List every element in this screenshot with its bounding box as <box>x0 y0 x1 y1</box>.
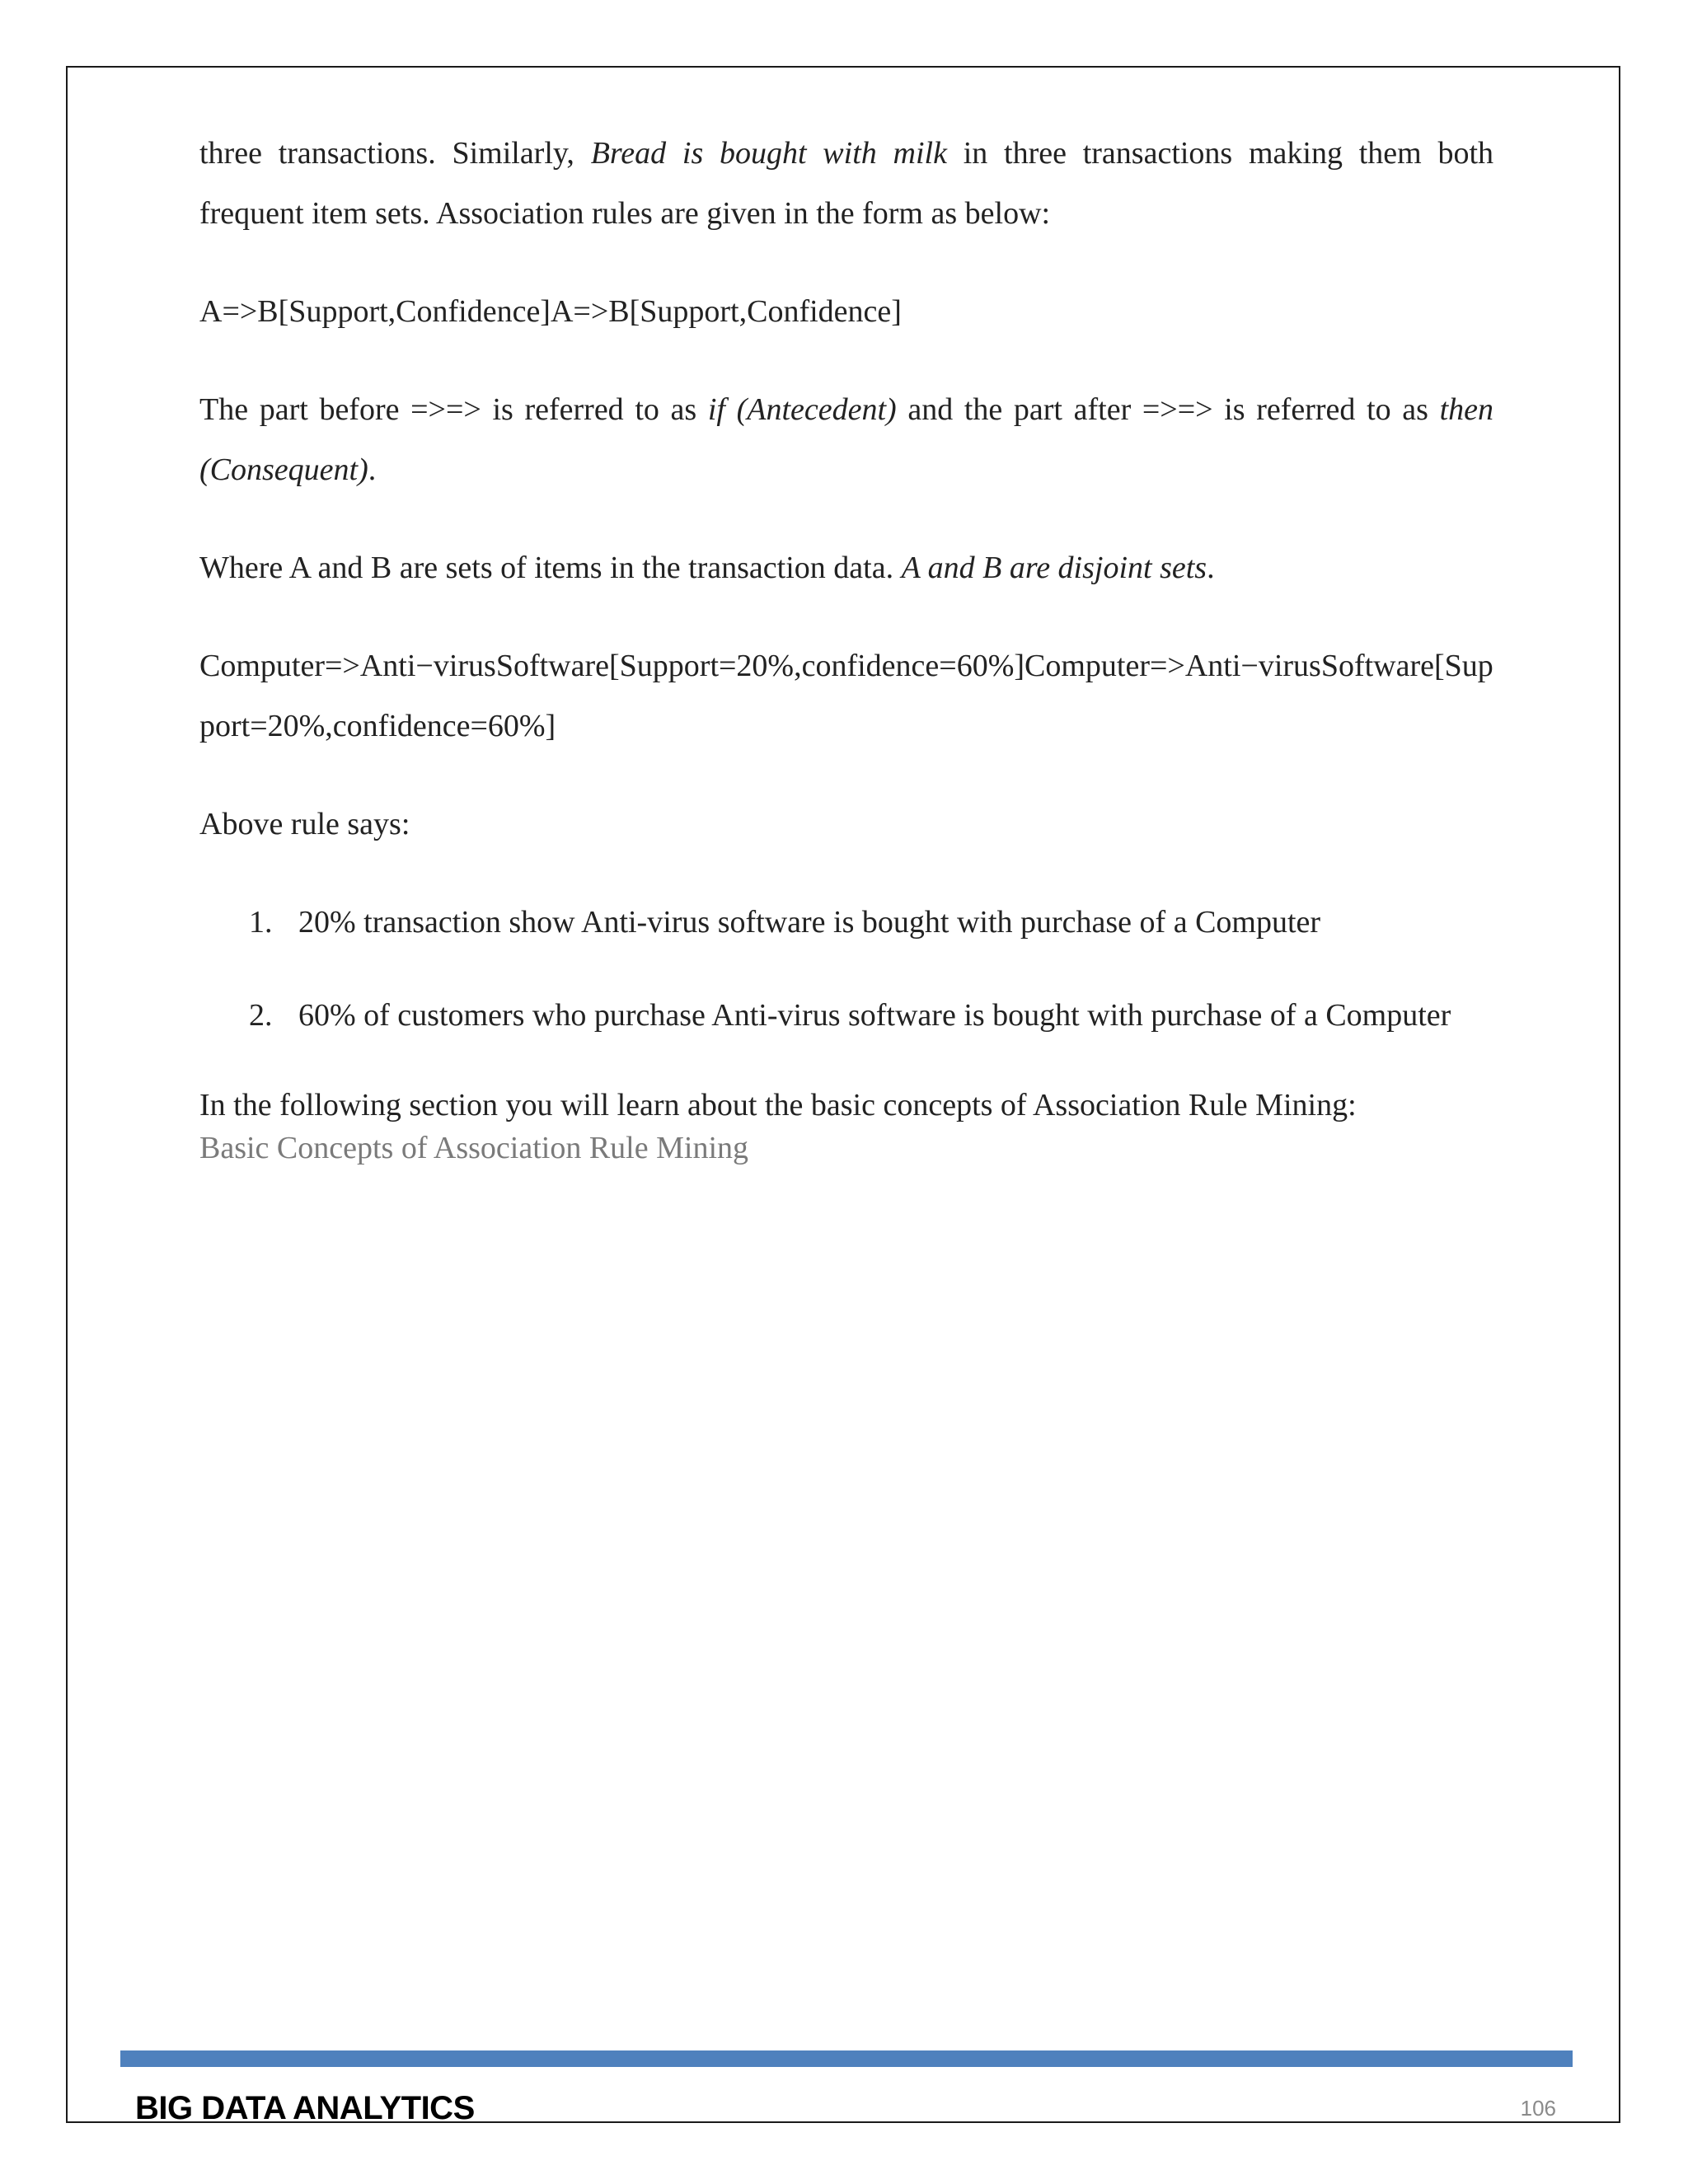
paragraph-following-section <box>199 1084 1493 1169</box>
italic-segment: if (Antecedent) <box>707 392 897 427</box>
list-number: 2. <box>249 998 273 1033</box>
list-item <box>199 893 1493 953</box>
paragraph-line <box>199 124 1493 184</box>
text-segment: Where A and B are sets of items in the transaction data. <box>199 551 902 585</box>
paragraph-frequent-itemsets <box>199 124 1493 244</box>
list-text: 60% of customers who purchase Anti-virus software is bought with purchase of a Computer <box>298 998 1451 1033</box>
rule-explanation-list <box>199 893 1493 1046</box>
text-segment: The part before =>=> is referred to as <box>199 392 708 427</box>
paragraph-disjoint-sets <box>199 538 1493 598</box>
italic-segment: Bread is bought with milk <box>590 136 947 171</box>
text-segment: In the following section you will learn about the basic concepts of Association Rule Mining: <box>199 1088 1357 1122</box>
paragraph-antecedent <box>199 380 1493 500</box>
footer-title: BIG DATA ANALYTICS <box>135 2090 475 2126</box>
text-segment: in three transactions making them both <box>946 136 1493 171</box>
text-segment: three transactions. Similarly, <box>199 136 591 171</box>
page-content <box>199 124 1493 1169</box>
text-segment: . <box>368 452 377 487</box>
rule-formula: A=>B[Support,Confidence]A=>B[Support,Confidence] <box>199 294 902 329</box>
list-item <box>199 986 1493 1046</box>
text-segment: and the part after =>=> is referred to as <box>896 392 1440 427</box>
paragraph-above-rule: Above rule says: <box>199 807 410 841</box>
paragraph-line: frequent item sets. Association rules are given in the form as below: <box>199 196 1051 231</box>
italic-segment: A and B are disjoint sets <box>901 551 1207 585</box>
example-rule-formula: Computer=>Anti−virusSoftware[Support=20%,confidence=60%]Computer=>Anti−virusSoftware[Support=20%,confidence=60%] <box>199 649 1493 743</box>
italic-segment: then (Consequent) <box>199 392 1493 487</box>
list-text: 20% transaction show Anti-virus software is bought with purchase of a Computer <box>298 905 1321 940</box>
text-segment: . <box>1207 551 1215 585</box>
list-number: 1. <box>249 905 273 940</box>
page-number: 106 <box>1520 2096 1556 2121</box>
footer-bar <box>120 2050 1573 2067</box>
basic-concepts-link[interactable]: Basic Concepts of Association Rule Mining <box>199 1131 749 1165</box>
